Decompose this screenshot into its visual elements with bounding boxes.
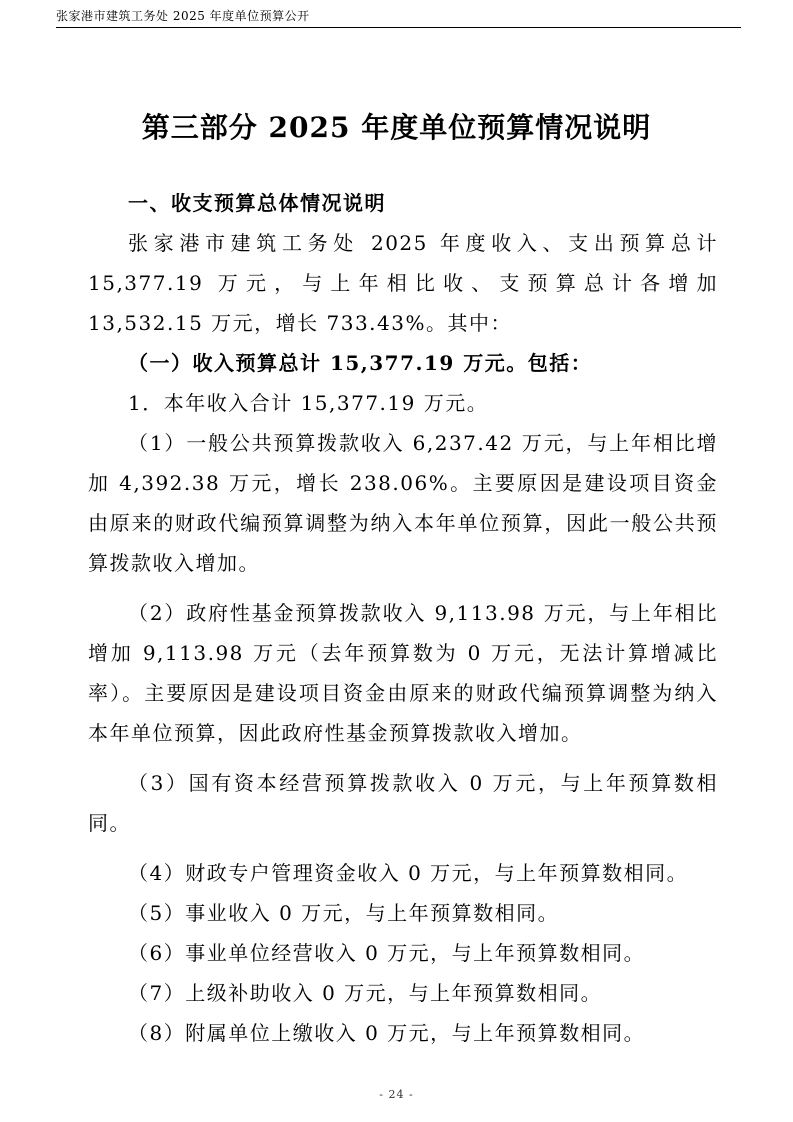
paragraph: （7）上级补助收入 0 万元，与上年预算数相同。 bbox=[128, 981, 603, 1005]
running-header: 张家港市建筑工务处 2025 年度单位预算公开 bbox=[56, 9, 310, 23]
header-divider bbox=[56, 27, 741, 28]
paragraph: （4）财政专户管理资金收入 0 万元，与上年预算数相同。 bbox=[128, 861, 689, 885]
document-body bbox=[88, 183, 718, 1053]
section-heading: 一、收支预算总体情况说明 bbox=[128, 191, 386, 215]
page-title: 第三部分 2025 年度单位预算情况说明 bbox=[141, 111, 652, 144]
subsection-heading: （一）收入预算总计 15,377.19 万元。包括： bbox=[128, 351, 593, 375]
paragraph: （3）国有资本经营预算拨款收入 0 万元，与上年预算数相同。 bbox=[88, 771, 718, 835]
paragraph: （6）事业单位经营收入 0 万元，与上年预算数相同。 bbox=[128, 941, 646, 965]
paragraph: （5）事业收入 0 万元，与上年预算数相同。 bbox=[128, 901, 560, 925]
paragraph: （8）附属单位上缴收入 0 万元，与上年预算数相同。 bbox=[128, 1021, 646, 1045]
paragraph: （1）一般公共预算拨款收入 6,237.42 万元，与上年相比增加 4,392.38 万元，增长 238.06%。主要原因是建设项目资金由原来的财政代编预算调整为纳入本年单位预算，因此一般公共预算拨款收入增加。 bbox=[88, 431, 718, 575]
paragraph: （2）政府性基金预算拨款收入 9,113.98 万元，与上年相比增加 9,113.98 万元（去年预算数为 0 万元，无法计算增减比率）。主要原因是建设项目资金由原来的财政代编预算调整为纳入本年单位预算，因此政府性基金预算拨款收入增加。 bbox=[88, 601, 718, 745]
paragraph: 1．本年收入合计 15,377.19 万元。 bbox=[128, 391, 489, 415]
page-number: - 24 - bbox=[379, 1088, 414, 1101]
paragraph: 张家港市建筑工务处 2025 年度收入、支出预算总计 15,377.19 万元，与上年相比收、支预算总计各增加 13,532.15 万元，增长 733.43%。其中： bbox=[88, 231, 718, 335]
